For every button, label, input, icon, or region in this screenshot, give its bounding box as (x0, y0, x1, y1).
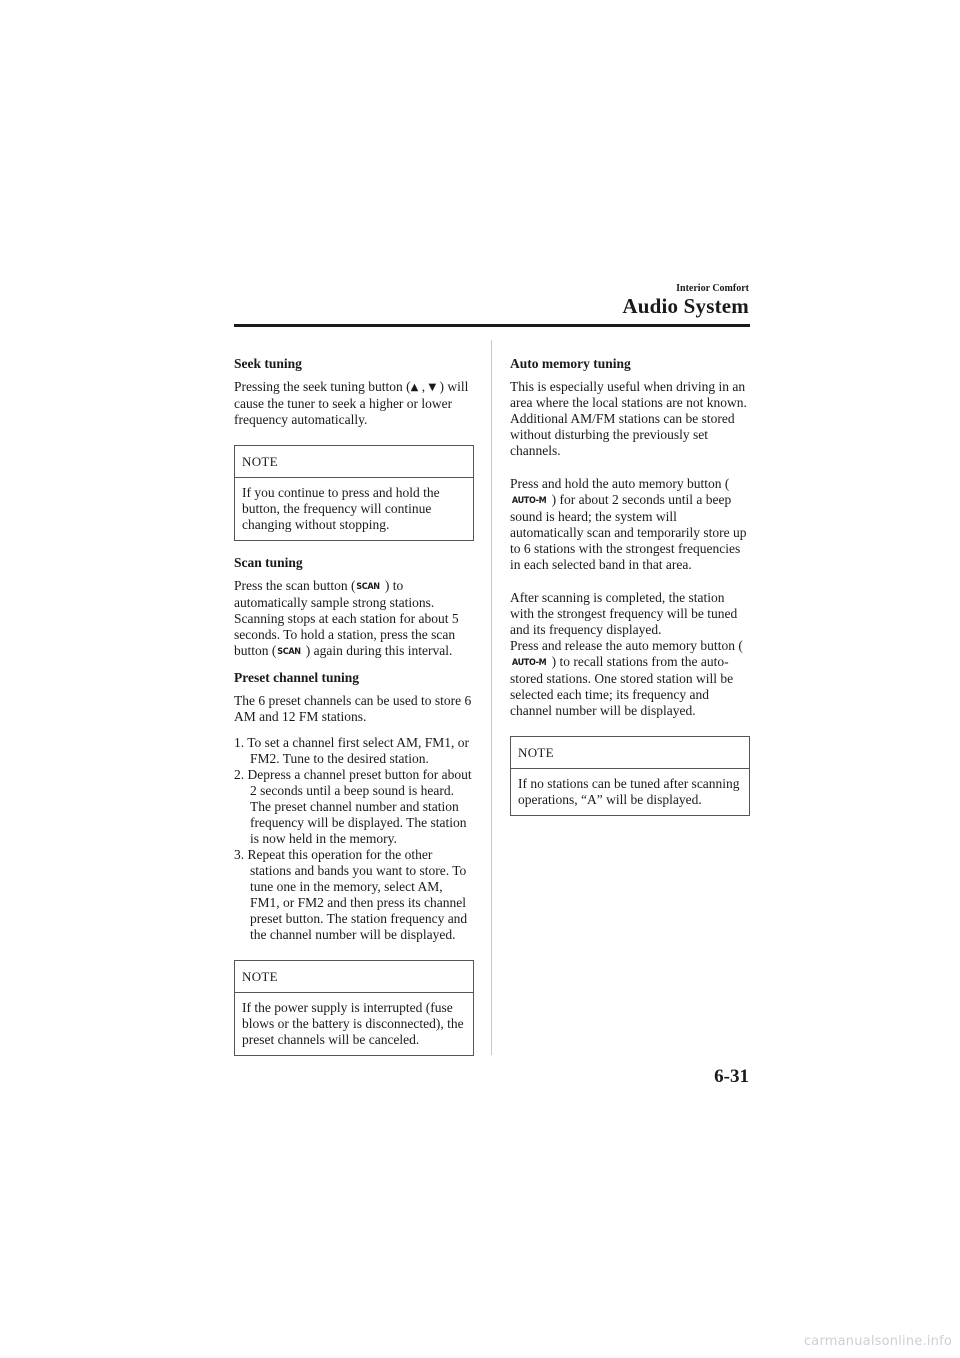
seek-tuning-heading: Seek tuning (234, 356, 302, 371)
auto-memory-para-4: Press and release the auto memory button (AUTO-M ) to recall stations from the auto-stored stations. One stored station will be selected each time; its frequency and channel number will be displayed. (510, 638, 743, 718)
preset-tuning-heading: Preset channel tuning (234, 670, 360, 685)
column-divider (491, 340, 492, 1055)
note-body: If you continue to press and hold the button, the frequency will continue changing without stopping. (242, 485, 440, 532)
list-item: 1. To set a channel first select AM, FM1, or FM2. Tune to the desired station. (234, 735, 470, 766)
left-column (234, 356, 474, 1070)
scan-tuning-text: Press the scan button (SCAN ) to automatically sample strong stations. Scanning stops at each station for about 5 seconds. To hold a station, press the scan button (SCAN ) again during this interval. (234, 578, 459, 658)
chapter-title: Audio System (622, 294, 749, 318)
header-rule (234, 324, 750, 327)
note-title: NOTE (511, 737, 749, 769)
note-title: NOTE (235, 446, 473, 478)
seek-tuning-note (234, 445, 474, 541)
list-item: 3. Repeat this operation for the other stations and bands you want to store. To tune one in the memory, select AM, FM1, or FM2 and then press its channel preset button. The station frequency and the channel number will be displayed. (234, 847, 468, 942)
scan-button-icon: SCAN (277, 647, 302, 657)
note-body: If the power supply is interrupted (fuse blows or the battery is disconnected), the preset channels will be canceled. (242, 1000, 464, 1047)
list-item: 2. Depress a channel preset button for about 2 seconds until a beep sound is heard. The preset channel number and station frequency will be displayed. The station is now held in the memory. (234, 767, 472, 846)
preset-tuning-note (234, 960, 474, 1056)
scan-tuning-heading: Scan tuning (234, 555, 303, 570)
up-arrow-icon: ▲ (410, 382, 419, 393)
seek-tuning-text: Pressing the seek tuning button (▲ , ▼ ) will cause the tuner to seek a higher or lower frequency automatically. (234, 379, 469, 427)
watermark: carmanualsonline.info (803, 1334, 952, 1349)
auto-memory-para-3: After scanning is completed, the station with the strongest frequency will be tuned and its frequency displayed. (510, 590, 738, 637)
page-number: 6-31 (714, 1066, 749, 1087)
preset-tuning-intro: The 6 preset channels can be used to store 6 AM and 12 FM stations. (234, 693, 472, 724)
auto-memory-note (510, 736, 750, 816)
auto-m-button-icon: AUTO-M (511, 658, 547, 668)
auto-memory-heading: Auto memory tuning (510, 356, 631, 371)
scan-button-icon: SCAN (356, 582, 381, 592)
auto-memory-para-2: Press and hold the auto memory button (AUTO-M ) for about 2 seconds until a beep sound is heard; the system will automatically scan and temporarily store up to 6 stations with the strongest frequencies in each selected band in that area. (510, 476, 747, 572)
right-column (510, 356, 750, 830)
auto-memory-para-1: This is especially useful when driving in an area where the local stations are not known. Additional AM/FM stations can be stored without disturbing the previously set channels. (510, 379, 747, 458)
preset-steps-list (234, 735, 474, 943)
down-arrow-icon: ▼ (428, 382, 437, 393)
note-title: NOTE (235, 961, 473, 993)
auto-m-button-icon: AUTO-M (511, 496, 547, 506)
note-body: If no stations can be tuned after scanning operations, “A” will be displayed. (518, 776, 740, 807)
section-label: Interior Comfort (676, 283, 749, 294)
